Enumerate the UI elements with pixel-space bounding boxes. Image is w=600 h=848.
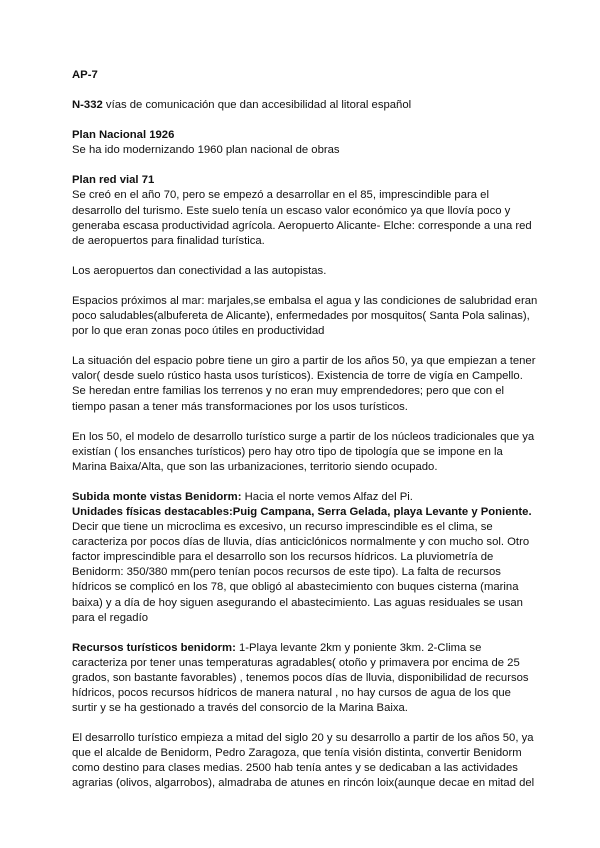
section-plan-red-vial [72,173,538,248]
paragraph-situacion: La situación del espacio pobre tiene un giro a partir de los años 50, ya que empiezan a tener valor( desde suelo rústico hasta usos turísticos). Existencia de torre de vigía en Campello. Se heredan entre familias los terrenos y no eran muy emprendedores; pero que con el tiempo pasan a tener más transformaciones por los usos turísticos. [72,355,536,413]
unidades-text: Decir que tiene un microclima es excesivo, un recurso imprescindible es el clima, se caracteriza por pocos días de lluvia, días anticiclónicos normalmente y con mucho sol. Otro factor imprescindible para el desarrollo son los recursos hídricos. La pluviometría de Benidorm: 350/380 mm(pero tenían pocos recursos de este tipo). La falta de recursos hídricos se complicó en los 78, que obligó al abastecimiento con buques cisterna (marina baixa) y a día de hoy siguen asegurando el abastecimiento. Las aguas residuales se usan para el regadío [72,521,530,624]
paragraph-n332 [72,98,538,113]
n332-label: N-332 [72,99,103,112]
document-page [72,68,538,792]
plan-nacional-heading: Plan Nacional 1926 [72,129,175,142]
recursos-label: Recursos turísticos benidorm: [72,641,236,654]
plan-red-vial-text: Se creó en el año 70, pero se empezó a desarrollar en el 85, imprescindible para el desarrollo del turismo. Este suelo tenía un escaso valor económico ya que llovía poco y generaba escasa productividad agrícola. Aeropuerto Alicante- Elche: corresponde a una red de aeropuertos para finalidad turística. [72,189,532,247]
paragraph-desarrollo: El desarrollo turístico empieza a mitad del siglo 20 y su desarrollo a partir de los años 50, ya que el alcalde de Benidorm, Pedro Zaragoza, que tenía visión distinta, convertir Benidorm como destino para clases medias. 2500 hab tenía antes y se dedicaban a las actividades agrarias (olivos, algarrobos), almadraba de atunes en rincón loix(aunque decae en mitad del [72,732,535,790]
n332-text: vías de comunicación que dan accesibilidad al litoral español [102,99,412,112]
subida-label: Subida monte vistas Benidorm: [72,490,242,503]
section-plan-nacional [72,128,538,158]
doc-title-text: AP-7 [72,69,98,81]
plan-red-vial-heading: Plan red vial 71 [72,174,155,187]
paragraph-unidades [72,505,538,626]
paragraph-recursos [72,641,538,716]
doc-title [72,68,538,83]
subida-text: Hacia el norte vemos Alfaz del Pi. [241,490,413,503]
paragraph-aeropuertos: Los aeropuertos dan conectividad a las autopistas. [72,264,327,277]
paragraph-subida [72,490,538,505]
paragraph-espacios: Espacios próximos al mar: marjales,se embalsa el agua y las condiciones de salubridad eran poco saludables(albufereta de Alicante), enfermedades por mosquitos( Santa Pola salinas), por lo que eran zonas poco útiles en productividad [72,294,538,338]
unidades-label: Unidades físicas destacables:Puig Campana, Serra Gelada, playa Levante y Poniente. [72,505,532,518]
recursos-text: 1-Playa levante 2km y poniente 3km. 2-Clima se caracteriza por tener unas temperaturas agradables( otoño y primavera por encima de 25 grados, son bastante favorables) , tenemos pocos días de lluvia, disponibilidad de recursos hídricos, pocos recursos hídricos de manera natural , no hay cursos de agua de los que surtir y se ha gestionado a través del consorcio de la Marina Baixa. [72,641,529,715]
plan-nacional-text: Se ha ido modernizando 1960 plan nacional de obras [72,144,340,157]
paragraph-modelo: En los 50, el modelo de desarrollo turístico surge a partir de los núcleos tradicionales que ya existían ( los ensanches turísticos) pero hay otro tipo de tipología que se impone en la Marina Baixa/Alta, que son las urbanizaciones, territorio siendo ocupado. [72,430,535,473]
section-benidorm [72,490,538,626]
